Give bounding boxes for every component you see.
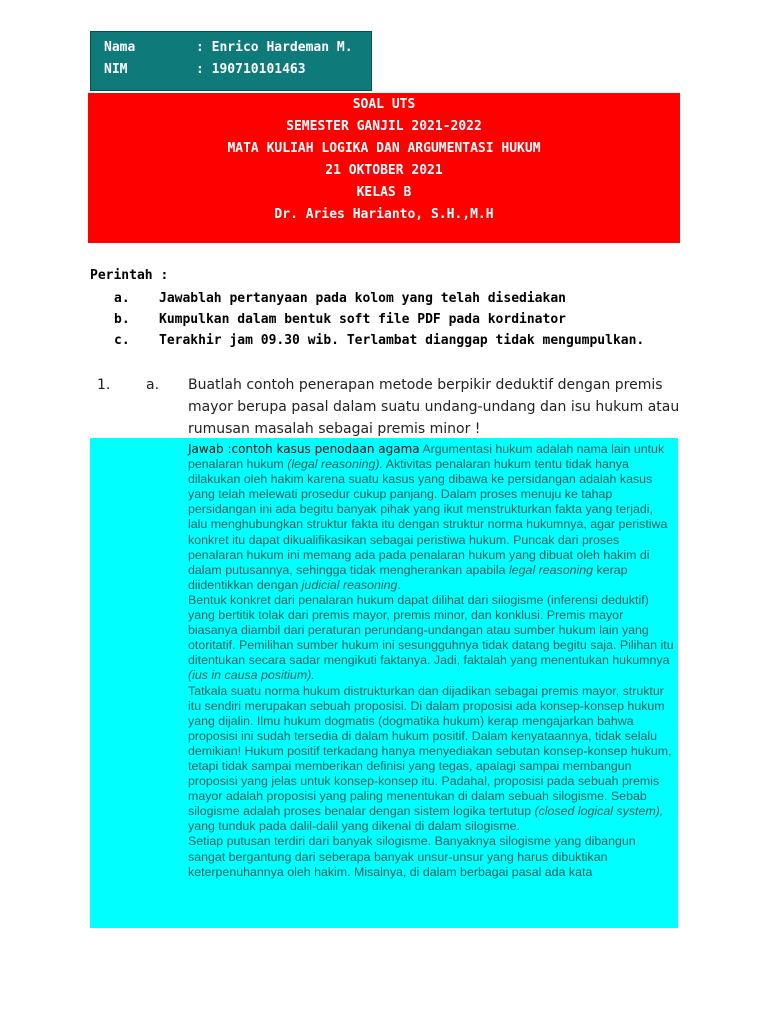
answer-span: Argumentasi hukum adalah nama lain untuk penalaran hukum [188,442,665,472]
name-value: : Enrico Hardeman M. [196,40,353,55]
header-lecturer: Dr. Aries Harianto, S.H.,M.H [274,207,494,222]
answer-lead: Jawab :contoh kasus penodaan agama [188,442,420,456]
instruction-letter: b. [114,312,130,327]
header-date: 21 OKTOBER 2021 [325,163,443,178]
answer-italic: judicial reasoning [301,577,398,592]
student-info-box [90,31,372,91]
answer-paragraph [188,593,674,684]
answer-paragraph [188,442,674,593]
answer-span: yang tunduk pada dalil-dalil yang dikenal di dalam silogisme. [188,819,520,834]
instructions-title: Perintah : [90,268,169,283]
answer-text [188,442,674,880]
question-line: rumusan masalah sebagai premis minor ! [188,421,481,437]
answer-paragraph [188,684,674,835]
nim-value: : 190710101463 [196,62,306,77]
answer-span: Aktivitas penalaran hukum tentu tidak hanya dilakukan oleh hakim karena suatu kasus yang dibawa ke persidangan adalah kasus yang telah melewati prosedur cukup panjang. Dalam proses menuju ke tahap persidangan ini ada begitu banyak pihak yang ikut menstrukturkan fakta yang terjadi, lalu menghubungkan struktur fakta itu dengan struktur norma hukumnya, agar peristiwa konkret itu dapat dikualifikasikan sebagai peristiwa hukum. Puncak dari proses penalaran hukum ini memang ada pada penalaran hukum yang dibuat oleh hakim di dalam putusannya, sehingga tidak mengherankan apabila [188,457,668,577]
header-class: KELAS B [356,185,412,200]
answer-italic: legal reasoning [509,562,594,577]
answer-span: Tatkala suatu norma hukum distrukturkan dan dijadikan sebagai premis mayor, struktur itu sendiri merupakan sebuah proposisi. Di dalam proposisi ada konsep-konsep hukum yang dijalin. Ilmu hukum dogmatis (dogmatika hukum) kerap mengajarkan bahwa proposisi ini sudah tersedia di dalam hukum positif. Dalam kenyataannya, tidak selalu demikian! Hukum positif terkadang hanya menyediakan sebutan konsep-konsep hukum, tetapi tidak sampai memberikan definisi yang tegas, apalagi sampai membangun proposisi yang jelas untuk konsep-konsep itu. Padahal, proposisi pada sebuah premis mayor adalah proposisi yang paling menentukan di dalam sebuah silogisme. Sebab silogisme adalah proses benalar dengan sistem logika tertutup [188,683,672,819]
answer-italic: (ius in causa positium). [188,668,315,683]
answer-italic: (closed logical system), [534,804,664,819]
answer-span: . [397,577,401,592]
instruction-text: Terakhir jam 09.30 wib. Terlambat dianggap tidak mengumpulkan. [159,333,645,348]
question-letter: a. [146,377,160,393]
instruction-text: Kumpulkan dalam bentuk soft file PDF pada kordinator [159,312,566,327]
instruction-text: Jawablah pertanyaan pada kolom yang telah disediakan [159,291,566,306]
question-number: 1. [97,377,111,393]
answer-italic: (legal reasoning). [287,457,383,472]
instruction-letter: c. [114,333,130,348]
name-label: Nama [104,40,136,55]
answer-span: kerap diidentikkan dengan [188,562,628,592]
answer-span: Bentuk konkret dari penalaran hukum dapat dilihat dari silogisme (inferensi deduktif) yang bertitik tolak dari premis mayor, premis minor, dan konklusi. Premis mayor biasanya diambil dari peraturan perundang-undangan atau sumber hukum lain yang otoritatif. Pemilihan sumber hukum ini sesungguhnya tidak datang begitu saja. Pilihan itu ditentukan secara sadar mengikuti faktanya. Jadi, faktalah yang menentukan hukumnya [188,592,674,668]
exam-header [88,93,680,243]
question-line: mayor berupa pasal dalam suatu undang-undang dan isu hukum atau [188,399,680,415]
question-line: Buatlah contoh penerapan metode berpikir deduktif dengan premis [188,377,663,393]
header-title: SOAL UTS [352,97,416,112]
nim-label: NIM [104,62,128,77]
answer-box [90,438,678,928]
instruction-letter: a. [114,291,130,306]
answer-paragraph: Setiap putusan terdiri dari banyak silogisme. Banyaknya silogisme yang dibangun sangat bergantung dari seberapa banyak unsur-unsur yang harus dibuktikan keterpenuhannya oleh hakim. Misalnya, di dalam berbagai pasal ada kata [188,834,636,879]
header-semester: SEMESTER GANJIL 2021-2022 [286,119,482,134]
header-course: MATA KULIAH LOGIKA DAN ARGUMENTASI HUKUM [227,141,541,156]
